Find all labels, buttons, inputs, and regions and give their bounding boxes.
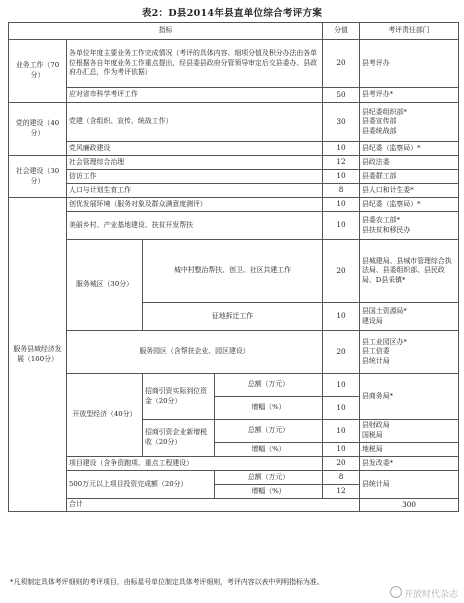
dept-cell: 县商务局* <box>360 374 459 420</box>
total-label: 合计 <box>67 499 360 512</box>
dept-cell: 县考评办* <box>360 88 459 103</box>
indicator-cell: 城中村整治帮扶、创卫、社区共建工作 <box>143 240 323 303</box>
indicator-cell: 服务园区（含帮扶企业、园区建设） <box>67 331 323 374</box>
table-row <box>9 184 459 198</box>
dept-cell: 县统计局 <box>360 471 459 499</box>
evaluation-table <box>8 22 459 512</box>
dept-cell: 县纪委组织部* 县委宣传部 县委统战部 <box>360 103 459 142</box>
dept-cell: 县发改委* <box>360 457 459 471</box>
watermark-text: 开放时代杂志 <box>403 590 458 600</box>
indicator-cell: 应对省市科学考评工作 <box>67 88 323 103</box>
watermark <box>390 586 458 600</box>
dept-cell: 县委农工部* 县扶贫和移民办 <box>360 212 459 240</box>
score-cell: 10 <box>323 397 360 420</box>
indicator-cell: 征地拆迁工作 <box>143 303 323 331</box>
table-row <box>9 142 459 156</box>
total-score: 300 <box>360 499 459 512</box>
header-row <box>9 23 459 40</box>
table-row <box>9 212 459 240</box>
header-score: 分值 <box>323 23 360 40</box>
indicator-cell: 增幅（%） <box>215 485 323 499</box>
score-cell: 30 <box>323 103 360 142</box>
score-cell: 10 <box>323 374 360 397</box>
indicator-cell: 项目建设（含争资跑项、重点工程建设） <box>67 457 323 471</box>
indicator-cell: 招商引资实际到位资金（20分） <box>143 374 215 420</box>
score-cell: 10 <box>323 212 360 240</box>
dept-cell: 县城建局、县城市管理综合执法局、县委组织部、县民政局、D县采镇* <box>360 240 459 303</box>
dept-cell: 县纪委（监察局）* <box>360 142 459 156</box>
table-row <box>9 374 459 397</box>
dept-cell: 县考评办 <box>360 40 459 88</box>
indicator-cell: 增幅（%） <box>215 397 323 420</box>
score-cell: 8 <box>323 471 360 485</box>
table-row <box>9 156 459 170</box>
indicator-cell: 总额（万元） <box>215 471 323 485</box>
score-cell: 12 <box>323 156 360 170</box>
score-cell: 20 <box>323 240 360 303</box>
score-cell: 20 <box>323 40 360 88</box>
indicator-cell: 总额（万元） <box>215 374 323 397</box>
table-row <box>9 40 459 88</box>
score-cell: 20 <box>323 331 360 374</box>
table-row <box>9 240 459 303</box>
indicator-cell: 党建（含组织、宣传、统战工作） <box>67 103 323 142</box>
header-dept: 考评责任部门 <box>360 23 459 40</box>
table-row <box>9 331 459 374</box>
table-row <box>9 457 459 471</box>
table-row <box>9 198 459 212</box>
score-cell: 20 <box>323 457 360 471</box>
category-social: 社会建设（30分） <box>9 156 67 198</box>
indicator-cell: 招商引资企业新增税收（20分） <box>143 420 215 457</box>
indicator-cell: 500万元以上项目投资完成额（20分） <box>67 471 215 499</box>
indicator-cell: 人口与计划生育工作 <box>67 184 323 198</box>
indicator-cell: 增幅（%） <box>215 443 323 457</box>
indicator-cell: 创优发展环境（服务对象及群众满意度测评） <box>67 198 323 212</box>
header-indicator: 指标 <box>9 23 323 40</box>
dept-cell: 县国土资源局* 建设局 <box>360 303 459 331</box>
table-title: 表2：D县2014年县直单位综合考评方案 <box>141 8 323 19</box>
dept-cell: 县政法委 <box>360 156 459 170</box>
score-cell: 10 <box>323 420 360 443</box>
dept-cell: 地税局 <box>360 443 459 457</box>
category-party: 党的建设（40分） <box>9 103 67 156</box>
score-cell: 10 <box>323 142 360 156</box>
indicator-cell: 美丽乡村、产业基地建设、扶贫开发帮扶 <box>67 212 323 240</box>
indicator-cell: 各单位年度主要业务工作完成情况（考评的具体内容、细项分值及积分办法由各单位根据各自年度业务工作重点提出，经县委县政府分管领导审定后交县委办、县政府办汇总，作为考评依据） <box>67 40 323 88</box>
footnote: *凡须制定具体考评细则的考评项目，由标星号单位制定具体考评细则，考评内容以表中列明指标为准。 <box>10 578 324 586</box>
dept-cell: 县工业园区办* 县工信委 县统计局 <box>360 331 459 374</box>
score-cell: 10 <box>323 170 360 184</box>
dept-line: 县财政局 <box>362 421 390 430</box>
indicator-cell: 总额（万元） <box>215 420 323 443</box>
dept-line: 国税局 <box>362 431 383 439</box>
dept-cell: 县纪委（监察局）* <box>360 198 459 212</box>
table-row <box>9 471 459 485</box>
category-business: 业务工作（70分） <box>9 40 67 103</box>
total-row <box>9 499 459 512</box>
category-service: 服务县域经济发展（160分） <box>9 198 67 512</box>
subcategory-city: 服务城区（30分） <box>67 240 143 331</box>
indicator-cell: 信访工作 <box>67 170 323 184</box>
table-row <box>9 88 459 103</box>
watermark-icon <box>390 586 402 598</box>
score-cell: 10 <box>323 198 360 212</box>
score-cell: 10 <box>323 443 360 457</box>
dept-cell <box>360 420 459 443</box>
subcategory-open-economy: 开放型经济（40分） <box>67 374 143 457</box>
table-row <box>9 170 459 184</box>
indicator-cell: 党风廉政建设 <box>67 142 323 156</box>
score-cell: 10 <box>323 303 360 331</box>
score-cell: 50 <box>323 88 360 103</box>
dept-cell: 县委群工部 <box>360 170 459 184</box>
indicator-cell: 社会管理综合治理 <box>67 156 323 170</box>
score-cell: 12 <box>323 485 360 499</box>
score-cell: 8 <box>323 184 360 198</box>
dept-cell: 县人口和计生委* <box>360 184 459 198</box>
table-row <box>9 103 459 142</box>
